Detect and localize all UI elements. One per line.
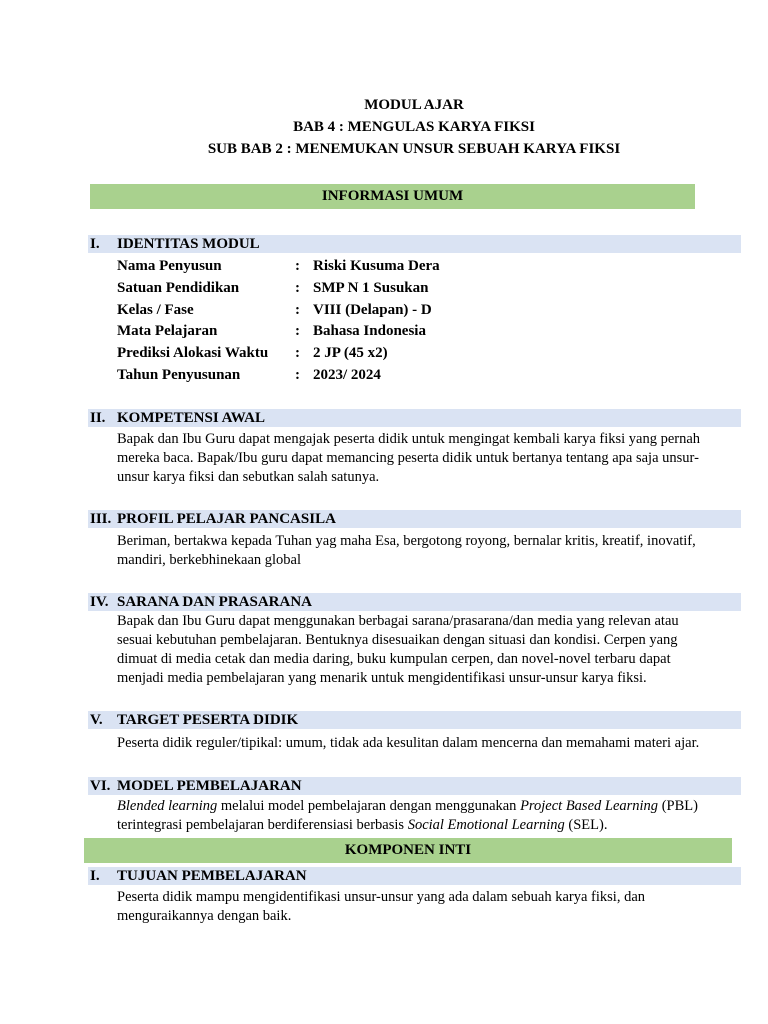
text-run: terintegrasi pembelajaran berdiferensiasi berbasis [117, 817, 408, 833]
identity-colon: : [295, 302, 300, 318]
text-line: Peserta didik reguler/tipikal: umum, tidak ada kesulitan dalam mencerna dan memahami materi ajar. [117, 735, 700, 751]
section-number-sarana: IV. [90, 594, 109, 610]
text-line: Bapak dan Ibu Guru dapat mengajak peserta didik untuk mengingat kembali karya fiksi yang pernah [117, 431, 701, 447]
chapter-title: BAB 4 : MENGULAS KARYA FIKSI [293, 119, 535, 135]
text-run: (SEL). [564, 817, 608, 833]
text-run: (PBL) [658, 798, 698, 814]
identity-value: VIII (Delapan) - D [313, 302, 432, 318]
identity-label: Nama Penyusun [117, 258, 222, 274]
section-number-model: VI. [90, 778, 111, 794]
section-number-kompetensi: II. [90, 410, 106, 426]
identity-colon: : [295, 367, 300, 383]
text-line: unsur karya fiksi dan sebutkan salah satunya. [117, 469, 380, 485]
emphasis: Blended learning [117, 798, 218, 814]
identity-colon: : [295, 280, 300, 296]
text-line: menguraikannya dengan baik. [117, 908, 292, 924]
komponen-inti-banner: KOMPONEN INTI [84, 838, 732, 863]
informasi-umum-banner: INFORMASI UMUM [90, 184, 695, 209]
section-title-sarana: SARANA DAN PRASARANA [117, 594, 313, 610]
kompetensi-text [117, 430, 732, 487]
identity-label: Satuan Pendidikan [117, 280, 240, 296]
section-title-target: TARGET PESERTA DIDIK [117, 712, 299, 728]
section-number-target: V. [90, 712, 103, 728]
emphasis: Project Based Learning [520, 798, 659, 814]
section-title-kompetensi: KOMPETENSI AWAL [117, 410, 265, 426]
section-number-tujuan: I. [90, 868, 100, 884]
sarana-text [117, 612, 732, 688]
profil-text [117, 532, 732, 570]
tujuan-text [117, 888, 732, 926]
section-title-profil: PROFIL PELAJAR PANCASILA [117, 511, 336, 527]
module-title: MODUL AJAR [364, 97, 464, 113]
identity-colon: : [295, 258, 300, 274]
text-line: mandiri, berkebhinekaan global [117, 552, 302, 568]
identity-value: 2 JP (45 x2) [313, 345, 388, 361]
section-title-model: MODEL PEMBELAJARAN [117, 778, 302, 794]
identity-label: Tahun Penyusunan [117, 367, 241, 383]
text-line: sesuai kebutuhan pembelajaran. Bentuknya disesuaikan dengan situasi dan kondisi. Cerpen yang [117, 632, 678, 648]
identity-value: SMP N 1 Susukan [313, 280, 429, 296]
text-line [117, 797, 732, 816]
text-line: Beriman, bertakwa kepada Tuhan yag maha Esa, bergotong royong, bernalar kritis, kreatif, inovatif, [117, 533, 696, 549]
section-number-profil: III. [90, 511, 112, 527]
identity-label: Mata Pelajaran [117, 323, 218, 339]
emphasis: Social Emotional Learning [407, 817, 565, 833]
model-text [117, 797, 732, 835]
identity-value: 2023/ 2024 [313, 367, 381, 383]
text-line: mereka baca. Bapak/Ibu guru dapat memancing peserta didik untuk bertanya tentang apa saja unsur- [117, 450, 699, 466]
text-line [117, 816, 732, 835]
text-line: Bapak dan Ibu Guru dapat menggunakan berbagai sarana/prasarana/dan media yang relevan atau [117, 613, 679, 629]
identity-label: Prediksi Alokasi Waktu [117, 345, 269, 361]
identity-colon: : [295, 323, 300, 339]
text-line: menjadi media pembelajaran yang menarik untuk mengidentifikasi unsur-unsur karya fiksi. [117, 670, 647, 686]
section-title-tujuan: TUJUAN PEMBELAJARAN [117, 868, 307, 884]
subchapter-title: SUB BAB 2 : MENEMUKAN UNSUR SEBUAH KARYA FIKSI [207, 141, 621, 157]
text-line: Peserta didik mampu mengidentifikasi unsur-unsur yang ada dalam sebuah karya fiksi, dan [117, 889, 646, 905]
text-line: dimuat di media cetak dan media daring, buku kumpulan cerpen, dan novel-novel terbaru dapat [117, 651, 671, 667]
text-run: melalui model pembelajaran dengan menggunakan [217, 798, 521, 814]
identity-label: Kelas / Fase [117, 302, 194, 318]
identity-colon: : [295, 345, 300, 361]
identity-value: Bahasa Indonesia [313, 323, 426, 339]
target-text [117, 734, 732, 753]
identity-value: Riski Kusuma Dera [313, 258, 440, 274]
section-title-identitas: IDENTITAS MODUL [117, 236, 260, 252]
section-number-identitas: I. [90, 236, 100, 252]
